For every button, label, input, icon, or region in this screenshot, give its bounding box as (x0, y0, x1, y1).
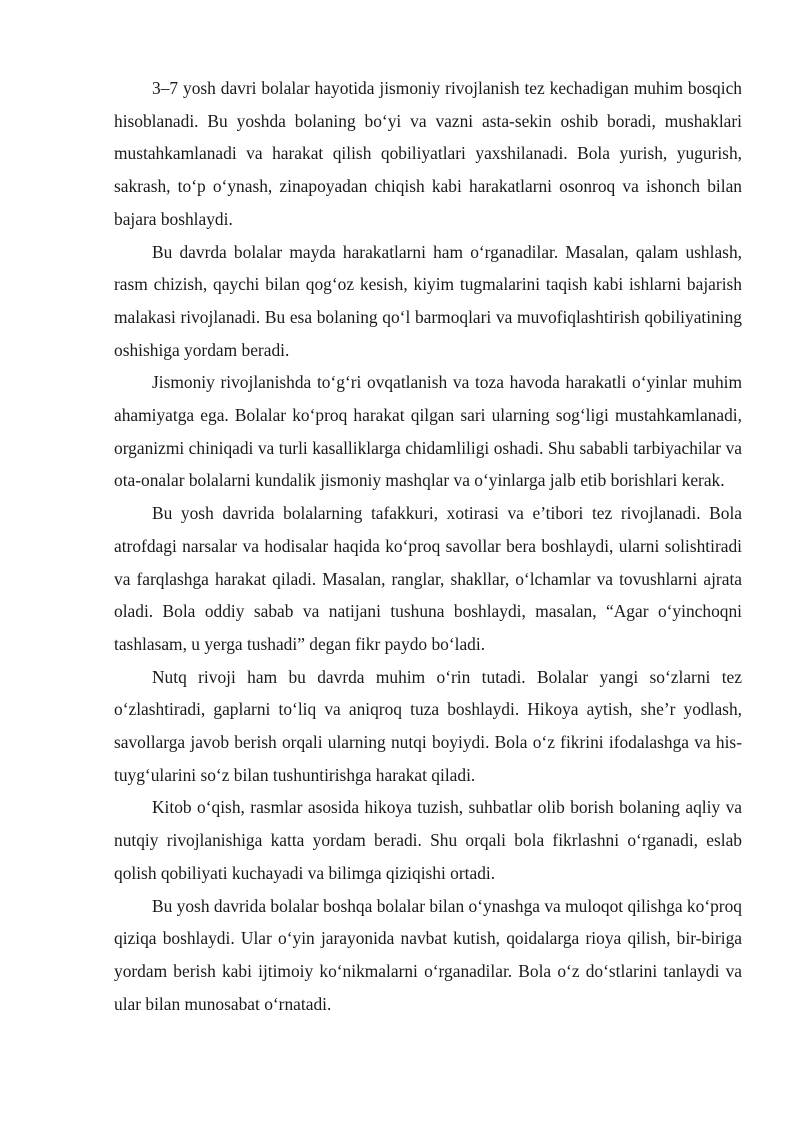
document-body (114, 72, 742, 1020)
paragraph: Nutq rivoji ham bu davrda muhim o‘rin tutadi. Bolalar yangi so‘zlarni tez o‘zlashtiradi, gaplarni to‘liq va aniqroq tuza boshlaydi. Hikoya aytish, she’r yodlash, savollarga javob berish orqali ularning nutqi boyiydi. Bola o‘z fikrini ifodalashga va his-tuyg‘ularini so‘z bilan tushuntirishga harakat qiladi. (114, 666, 742, 785)
paragraph: Kitob o‘qish, rasmlar asosida hikoya tuzish, suhbatlar olib borish bolaning aqliy va nutqiy rivojlanishiga katta yordam beradi. Shu orqali bola fikrlashni o‘rganadi, eslab qolish qobiliyati kuchayadi va bilimga qiziqishi ortadi. (114, 797, 742, 883)
paragraph: Bu davrda bolalar mayda harakatlarni ham o‘rganadilar. Masalan, qalam ushlash, rasm chizish, qaychi bilan qog‘oz kesish, kiyim tugmalarini taqish kabi ishlarni bajarish malakasi rivojlanadi. Bu esa bolaning qo‘l barmoqlari va muvofiqlashtirish qobiliyatining oshishiga yordam beradi. (114, 241, 742, 360)
paragraph: 3–7 yosh davri bolalar hayotida jismoniy rivojlanish tez kechadigan muhim bosqich hisoblanadi. Bu yoshda bolaning bo‘yi va vazni asta-sekin oshib boradi, mushaklari mustahkamlanadi va harakat qilish qobiliyatlari yaxshilanadi. Bola yurish, yugurish, sakrash, to‘p o‘ynash, zinapoyadan chiqish kabi harakatlarni osonroq va ishonch bilan bajara boshlaydi. (114, 78, 742, 229)
paragraph: Bu yosh davrida bolalar boshqa bolalar bilan o‘ynashga va muloqot qilishga ko‘proq qiziqa boshlaydi. Ular o‘yin jarayonida navbat kutish, qoidalarga rioya qilish, bir-biriga yordam berish kabi ijtimoiy ko‘nikmalarni o‘rganadilar. Bola o‘z do‘stlarini tanlaydi va ular bilan munosabat o‘rnatadi. (114, 895, 742, 1014)
paragraph: Bu yosh davrida bolalarning tafakkuri, xotirasi va e’tibori tez rivojlanadi. Bola atrofdagi narsalar va hodisalar haqida ko‘proq savollar bera boshlaydi, ularni solishtiradi va farqlashga harakat qiladi. Masalan, ranglar, shakllar, o‘lchamlar va tovushlarni ajrata oladi. Bola oddiy sabab va natijani tushuna boshlaydi, masalan, “Agar o‘yinchoqni tashlasam, u yerga tushadi” degan fikr paydo bo‘ladi. (114, 503, 742, 654)
paragraph: Jismoniy rivojlanishda to‘g‘ri ovqatlanish va toza havoda harakatli o‘yinlar muhim ahamiyatga ega. Bolalar ko‘proq harakat qilgan sari ularning sog‘ligi mustahkamlanadi, organizmi chiniqadi va turli kasalliklarga chidamliligi oshadi. Shu sababli tarbiyachilar va ota-onalar bolalarni kundalik jismoniy mashqlar va o‘yinlarga jalb etib borishlari kerak. (114, 372, 742, 491)
